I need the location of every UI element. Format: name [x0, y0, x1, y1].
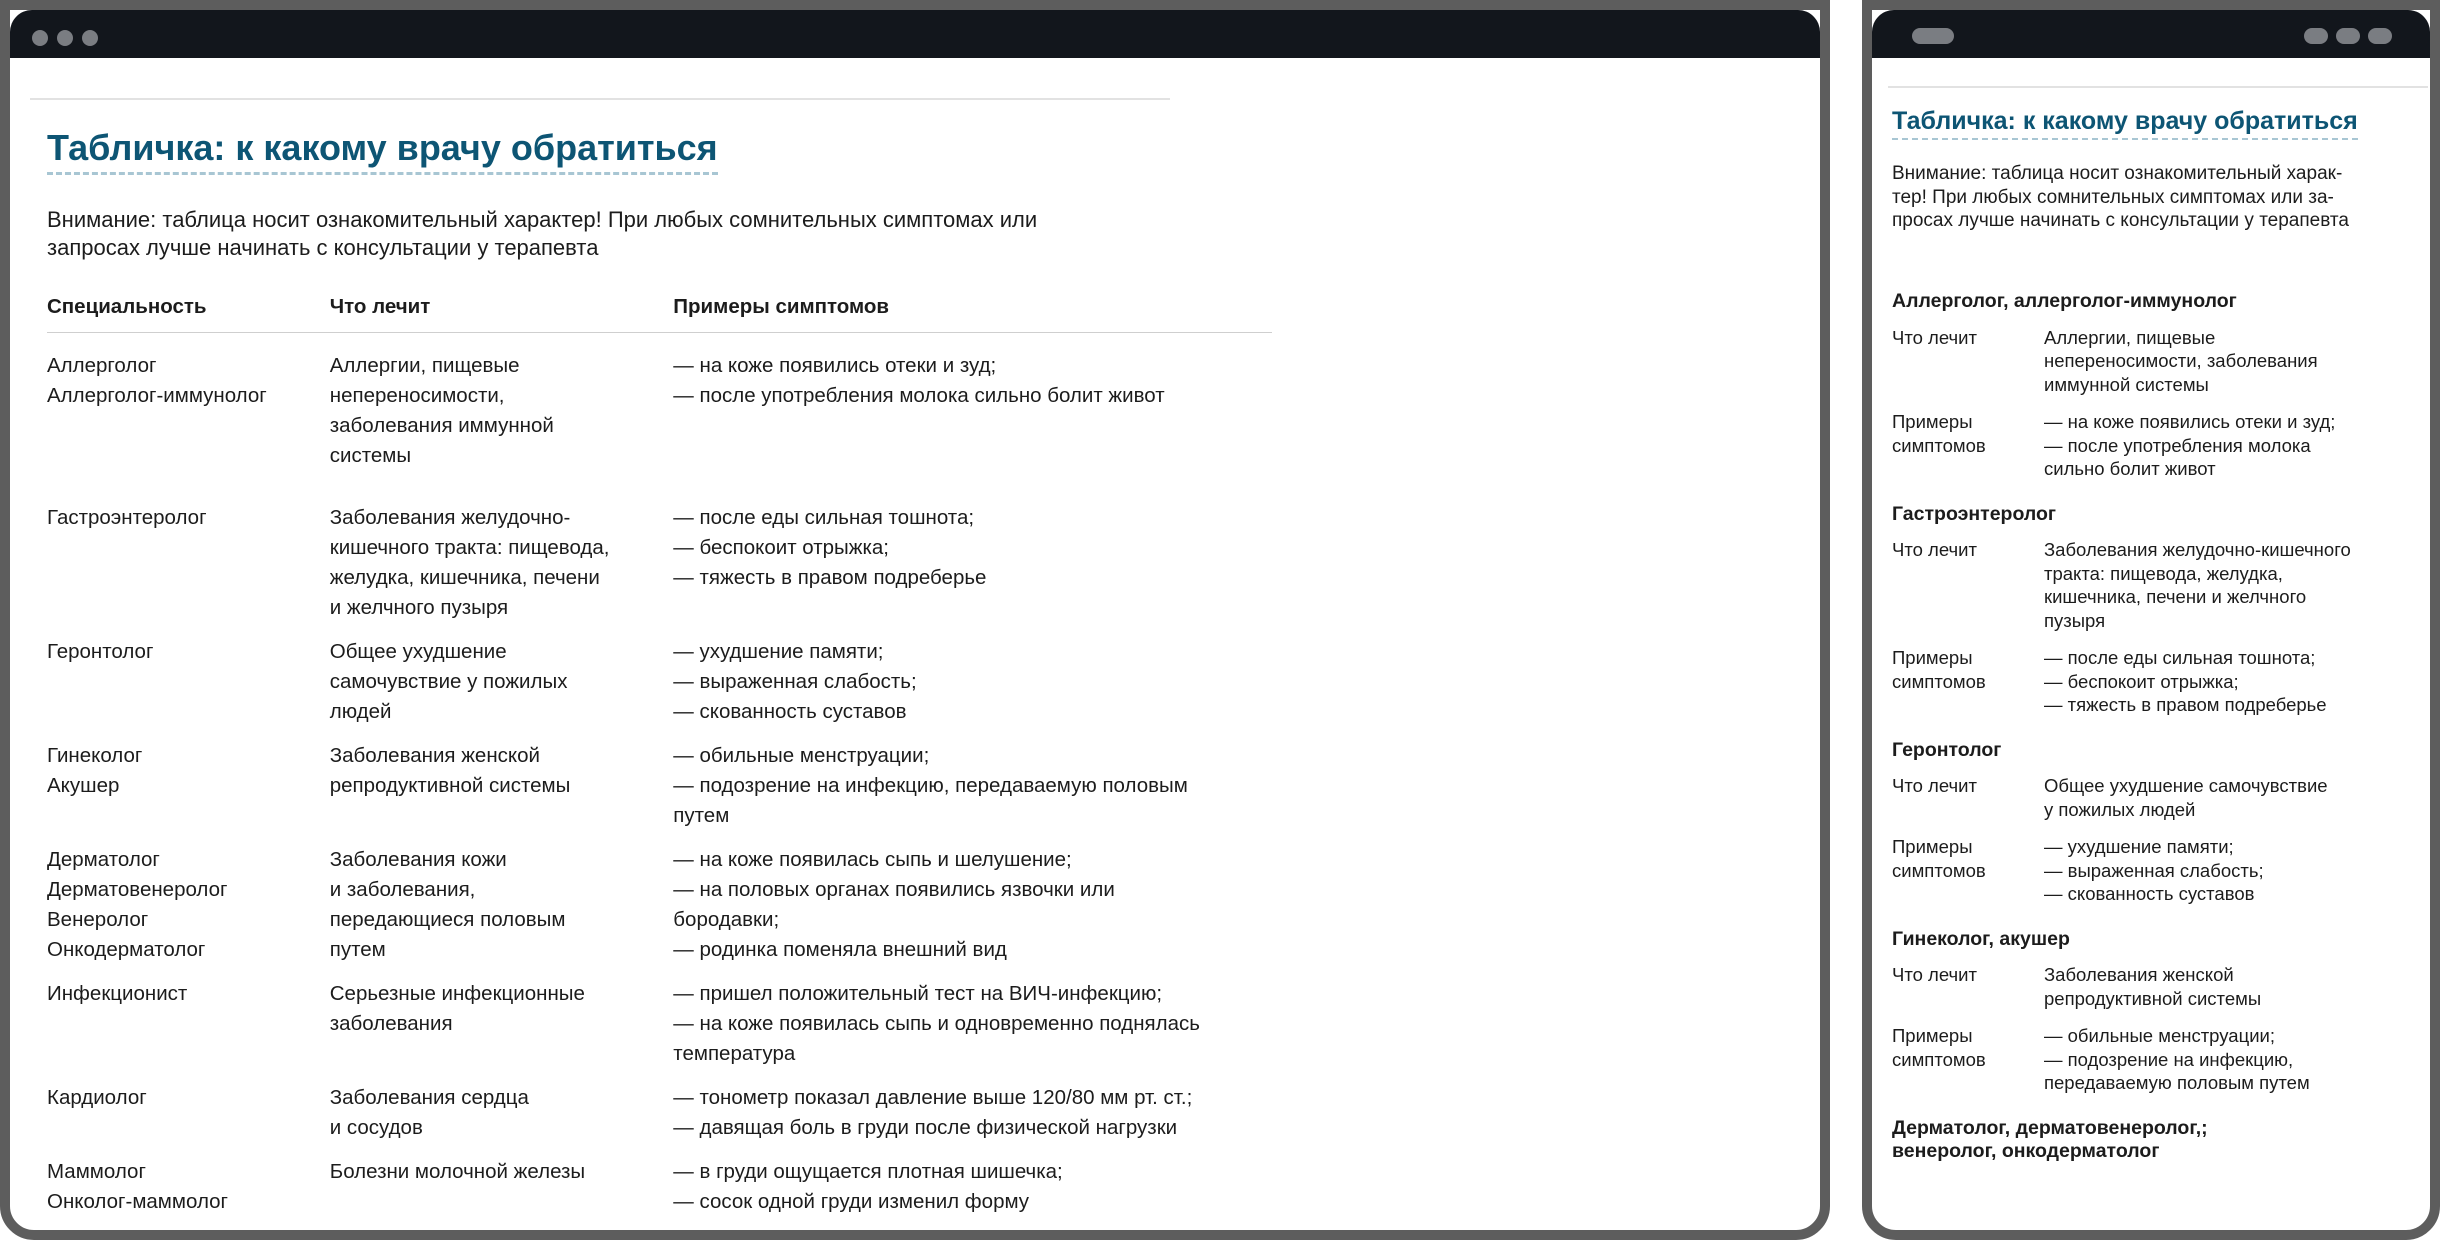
item-specialty: Гинеколог, акушер	[1892, 927, 2070, 950]
column-header-symptoms: Примеры симптомов	[673, 286, 1272, 333]
cell-treats: Заболевания желудочно- кишечного тракта: пищевода, желудка, кишечника, печени и желчного пузыря	[329, 506, 610, 619]
column-header-treats: Что лечит	[330, 286, 674, 333]
mobile-content	[1872, 58, 2430, 1230]
list-item	[1892, 928, 2422, 1095]
mobile-title-bar	[1872, 10, 2430, 58]
cell-symptoms: — пришел положительный тест на ВИЧ-инфекцию; — на коже появилась сыпь и одновременно поднялась температура	[673, 982, 1200, 1065]
doctors-table	[47, 286, 1272, 1230]
mobile-window	[1862, 0, 2440, 1240]
value-symptoms: — ухудшение памяти; — выраженная слабость; — скованность суставов	[2044, 836, 2264, 904]
cell-specialty: Дерматолог Дерматовенеролог Венеролог Онкодерматолог	[47, 848, 228, 961]
cell-symptoms: — тонометр показал давление выше 120/80 мм рт. ст.; — давящая боль в груди после физической нагрузки	[673, 1086, 1193, 1139]
cell-treats: Заболевания сердца и сосудов	[329, 1086, 529, 1139]
window-minimize-dot[interactable]	[57, 30, 73, 46]
value-symptoms: — после еды сильная тошнота; — беспокоит отрыжка; — тяжесть в правом подреберье	[2044, 647, 2327, 715]
window-close-dot[interactable]	[32, 30, 48, 46]
cell-symptoms: — на коже появились отеки и зуд; — после употребления молока сильно болит живот	[673, 354, 1165, 407]
value-treats: Заболевания женской репродуктивной системы	[2044, 964, 2262, 1009]
table-row	[47, 1083, 1272, 1157]
cell-specialty: Геронтолог	[47, 640, 154, 663]
item-treats-row	[1892, 326, 2422, 397]
list-item	[1892, 290, 2422, 481]
value-symptoms: — обильные менструации; — подозрение на инфекцию, передаваемую половым путем	[2044, 1025, 2310, 1093]
label-symptoms: Примеры симптомов	[1892, 411, 1986, 456]
label-symptoms: Примеры симптомов	[1892, 647, 1986, 692]
page-title[interactable]: Табличка: к какому врачу обратиться	[47, 124, 718, 175]
table-row	[47, 333, 1272, 486]
cell-treats: Заболевания женской репродуктивной системы	[329, 744, 571, 797]
page-title[interactable]: Табличка: к какому врачу обратиться	[1892, 104, 2358, 140]
value-treats: Общее ухудшение самочувствие у пожилых людей	[2044, 775, 2328, 820]
cell-specialty: Кардиолог	[47, 1086, 147, 1109]
table-row	[47, 485, 1272, 637]
table-row	[47, 1157, 1272, 1230]
cell-specialty: Маммолог Онколог-маммолог	[47, 1160, 229, 1213]
cell-treats: Общее ухудшение самочувствие у пожилых людей	[329, 640, 568, 723]
item-specialty: Геронтолог	[1892, 738, 2002, 761]
cell-symptoms: — обильные менструации; — подозрение на инфекцию, передаваемую половым путем	[673, 744, 1188, 827]
table-row	[47, 741, 1272, 845]
cell-symptoms: — в груди ощущается плотная шишечка; — сосок одной груди изменил форму	[673, 1160, 1063, 1213]
item-treats-row	[1892, 774, 2422, 821]
label-treats: Что лечит	[1892, 539, 1977, 560]
value-symptoms: — на коже появились отеки и зуд; — после употребления молока сильно болит живот	[2044, 411, 2336, 479]
table-body	[47, 333, 1272, 1231]
value-treats: Аллергии, пищевые непереносимости, заболевания иммунной системы	[2044, 326, 2318, 395]
cell-specialty: Аллерголог Аллерголог-иммунолог	[47, 354, 267, 407]
item-treats-row	[1892, 538, 2422, 632]
label-treats: Что лечит	[1892, 775, 1977, 796]
cell-symptoms: — на коже появилась сыпь и шелушение; — на половых органах появились язвочки или бородавки; — родинка поменяла внешний вид	[673, 848, 1115, 961]
top-divider	[30, 98, 1170, 100]
item-symptoms-row	[1892, 410, 2422, 481]
top-divider	[1888, 86, 2428, 88]
warning-text: Внимание: таблица носит ознакомительный харак- тер! При любых сомнительных симптомах или за- просах лучше начинать с консультации у терапевта	[1892, 163, 2349, 231]
list-item	[1892, 739, 2422, 906]
item-treats-row	[1892, 963, 2422, 1010]
column-header-specialty: Специальность	[47, 286, 330, 333]
label-symptoms: Примеры симптомов	[1892, 836, 1986, 881]
warning-text: Внимание: таблица носит ознакомительный характер! При любых сомнительных симптомах или запросах лучше начинать с консультации у терапевта	[47, 207, 1038, 260]
mobile-control-pill[interactable]	[2368, 28, 2392, 44]
table-row	[47, 979, 1272, 1083]
cell-specialty: Инфекционист	[47, 982, 188, 1005]
cell-treats: Аллергии, пищевые непереносимости, заболевания иммунной системы	[329, 354, 554, 467]
cell-specialty: Гастроэнтеролог	[47, 506, 207, 529]
item-specialty: Гастроэнтеролог	[1892, 502, 2057, 525]
table-row	[47, 845, 1272, 979]
table-row	[47, 637, 1272, 741]
item-symptoms-row	[1892, 1024, 2422, 1095]
cell-treats: Болезни молочной железы	[329, 1160, 586, 1183]
label-treats: Что лечит	[1892, 964, 1977, 985]
doctors-list	[1892, 290, 2422, 1186]
cell-symptoms: — ухудшение памяти; — выраженная слабость; — скованность суставов	[673, 640, 917, 723]
window-maximize-dot[interactable]	[82, 30, 98, 46]
desktop-content	[10, 58, 1820, 1230]
table-header-row	[47, 286, 1272, 333]
item-specialty: Дерматолог, дерматовенеролог,; венеролог, онкодерматолог	[1892, 1116, 2208, 1162]
mobile-back-pill[interactable]	[1912, 28, 1954, 44]
item-symptoms-row	[1892, 835, 2422, 906]
list-item	[1892, 1117, 2422, 1164]
item-symptoms-row	[1892, 646, 2422, 717]
label-symptoms: Примеры симптомов	[1892, 1025, 1986, 1070]
value-treats: Заболевания желудочно-кишечного тракта: пищевода, желудка, кишечника, печени и желчного пузыря	[2044, 539, 2351, 631]
list-item	[1892, 503, 2422, 717]
mobile-control-pill[interactable]	[2304, 28, 2328, 44]
cell-treats: Заболевания кожи и заболевания, передающиеся половым путем	[329, 848, 566, 961]
desktop-title-bar	[10, 10, 1820, 58]
label-treats: Что лечит	[1892, 326, 1977, 348]
mobile-control-pill[interactable]	[2336, 28, 2360, 44]
item-specialty: Аллерголог, аллерголог-иммунолог	[1892, 290, 2237, 312]
cell-symptoms: — после еды сильная тошнота; — беспокоит отрыжка; — тяжесть в правом подреберье	[673, 506, 987, 589]
cell-specialty: Гинеколог Акушер	[47, 744, 143, 797]
cell-treats: Серьезные инфекционные заболевания	[329, 982, 585, 1035]
